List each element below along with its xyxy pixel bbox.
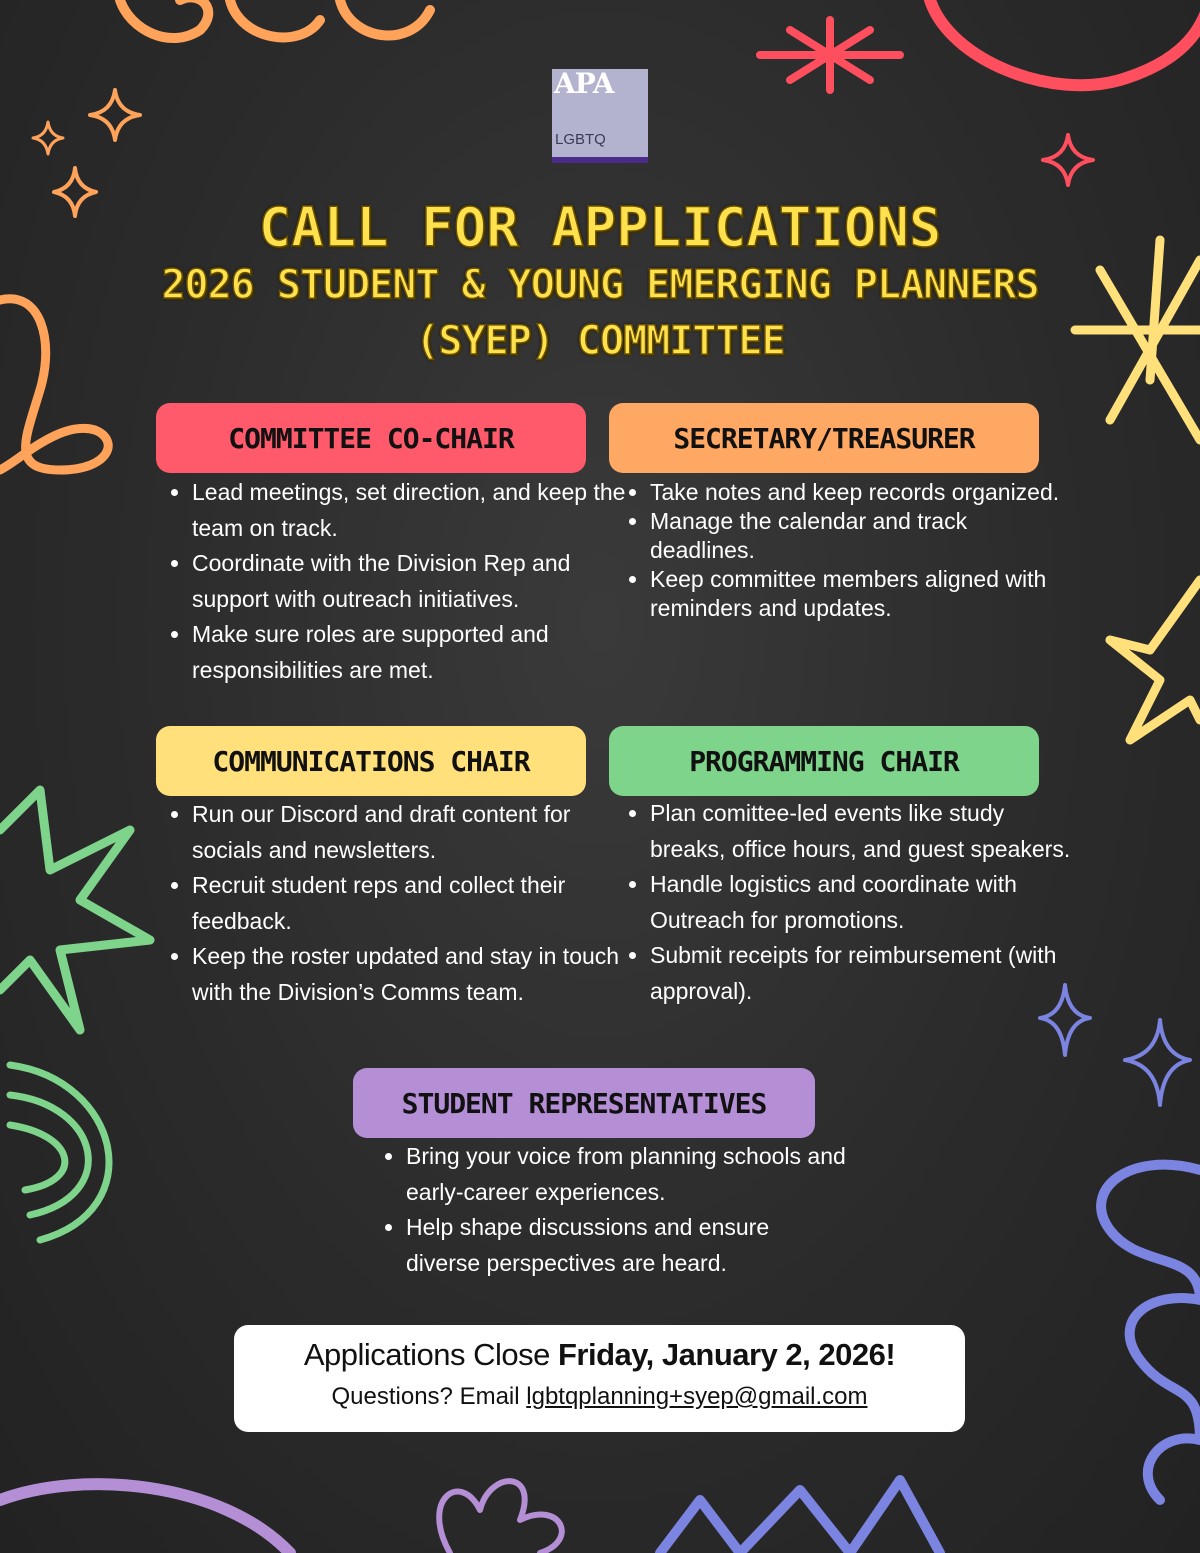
- role-title: COMMUNICATIONS CHAIR: [212, 744, 530, 778]
- deadline-date: Friday, January 2, 2026!: [557, 1337, 896, 1372]
- list-item: • Plan comittee-led events like study breaks, office hours, and guest speakers.: [650, 796, 1080, 867]
- green-arcs-doodle: [10, 1065, 109, 1240]
- deadline-box: [234, 1325, 965, 1432]
- purple-flower-doodle: [439, 1481, 562, 1553]
- sparkle-icon: [33, 122, 63, 154]
- blue-loop-doodle: [1101, 1165, 1200, 1500]
- list-item: • Lead meetings, set direction, and keep the team on track.: [192, 475, 632, 546]
- list-item: • Bring your voice from planning schools and early-career experiences.: [406, 1139, 846, 1210]
- role-bullets-committee-co-chair: [156, 475, 632, 688]
- logo-division-text: LGBTQ: [555, 131, 606, 148]
- role-title: SECRETARY/TREASURER: [673, 421, 975, 455]
- purple-arc-doodle: [0, 1484, 290, 1553]
- green-star-doodle: [0, 790, 150, 1030]
- role-title: PROGRAMMING CHAIR: [689, 744, 959, 778]
- list-item: • Help shape discussions and ensure diverse perspectives are heard.: [406, 1210, 846, 1281]
- page-subtitle-line1: 2026 STUDENT & YOUNG EMERGING PLANNERS: [161, 262, 1039, 308]
- deadline-line: [234, 1337, 965, 1373]
- list-item: • Manage the calendar and track deadlines.: [650, 507, 1070, 565]
- list-item: • Coordinate with the Division Rep and support with outreach initiatives.: [192, 546, 632, 617]
- role-bullets-programming-chair: [614, 796, 1080, 1009]
- role-title: COMMITTEE CO-CHAIR: [228, 421, 514, 455]
- role-title: STUDENT REPRESENTATIVES: [401, 1086, 767, 1120]
- contact-line: [234, 1383, 965, 1411]
- role-bullets-student-representatives: [370, 1139, 846, 1281]
- list-item: • Take notes and keep records organized.: [650, 478, 1070, 507]
- deadline-prefix: Applications Close: [303, 1337, 558, 1372]
- list-item: • Keep the roster updated and stay in touch with the Division’s Comms team.: [192, 939, 638, 1010]
- red-asterisk-doodle: [760, 20, 900, 90]
- role-header-student-representatives: [353, 1068, 815, 1138]
- list-item: • Keep committee members aligned with reminders and updates.: [650, 565, 1070, 623]
- page-title: CALL FOR APPLICATIONS: [258, 196, 942, 259]
- role-bullets-secretary-treasurer: [614, 478, 1070, 623]
- blue-zigzag-doodle: [660, 1480, 940, 1553]
- role-header-committee-co-chair: [156, 403, 586, 473]
- list-item: • Make sure roles are supported and responsibilities are met.: [192, 617, 632, 688]
- sparkle-icon: [90, 90, 140, 140]
- contact-email-link[interactable]: lgbtqplanning+syep@gmail.com: [526, 1383, 868, 1410]
- role-bullets-communications-chair: [156, 797, 638, 1010]
- page-subtitle-line2: (SYEP) COMMITTEE: [415, 318, 785, 364]
- role-header-secretary-treasurer: [609, 403, 1039, 473]
- role-header-communications-chair: [156, 726, 586, 796]
- orange-loop-doodle: [120, 0, 430, 38]
- role-header-programming-chair: [609, 726, 1039, 796]
- list-item: • Run our Discord and draft content for socials and newsletters.: [192, 797, 638, 868]
- yellow-star-doodle: [1110, 580, 1200, 740]
- apa-lgbtq-logo: [552, 69, 648, 163]
- red-arc-doodle: [930, 0, 1200, 85]
- logo-org-text: APA: [554, 67, 614, 100]
- sparkle-icon: [1043, 135, 1093, 185]
- list-item: • Recruit student reps and collect their feedback.: [192, 868, 638, 939]
- sparkle-icon: [1125, 1020, 1190, 1105]
- list-item: • Handle logistics and coordinate with Outreach for promotions.: [650, 867, 1080, 938]
- list-item: • Submit receipts for reimbursement (with approval).: [650, 938, 1080, 1009]
- contact-prefix: Questions? Email: [331, 1383, 527, 1410]
